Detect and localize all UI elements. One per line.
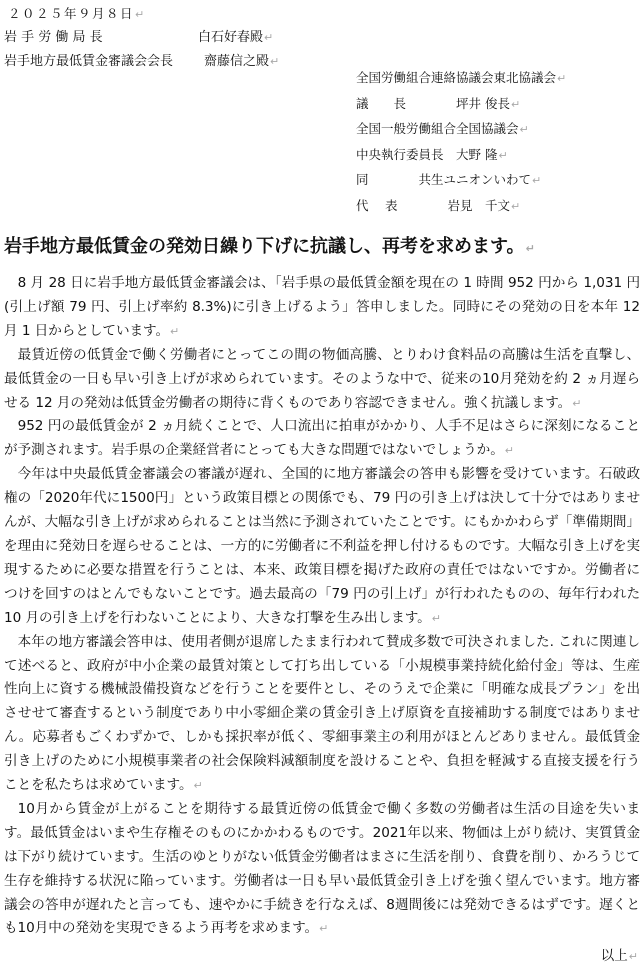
body-paragraph: 最賃近傍の低賃金で働く労働者にとってこの間の物価高騰、とりわけ食料品の高騰は生活を直撃し、最低賃金の一日も早い引き上げが求められています。そのような中で、従来の10月発効を約 2 ヵ月遅らせる 12 月の発効は低賃金労働者の期待に背くものであり容認できません。強く抗議します。↵ xyxy=(4,346,640,411)
return-mark-icon: ↵ xyxy=(170,324,180,338)
sender-line: 代 表 岩見 千文↵ xyxy=(356,198,521,213)
return-mark-icon: ↵ xyxy=(264,31,274,44)
return-mark-icon: ↵ xyxy=(628,950,638,963)
return-mark-icon: ↵ xyxy=(431,611,441,625)
recipient-name: 白石好春殿↵ xyxy=(198,30,274,45)
return-mark-icon: ↵ xyxy=(519,123,529,136)
return-mark-icon: ↵ xyxy=(504,444,514,458)
return-mark-icon: ↵ xyxy=(510,200,521,213)
body-paragraph: 8 月 28 日に岩手地方最低賃金審議会は、「岩手県の最低賃金額を現在の 1 時間 952 円から 1,031 円(引上げ額 79 円、引上げ率約 8.3%)に引き上げるよう」答申しました。同時にその発効の日を本年 12 月 1 日からとしています。↵ xyxy=(4,275,640,339)
sender-line: 全国労働組合連絡協議会東北協議会↵ xyxy=(356,70,567,85)
return-mark-icon: ↵ xyxy=(510,98,521,111)
sender-line: 議 長 坪井 俊長↵ xyxy=(356,96,521,111)
sender-line: 同 共生ユニオンいわて↵ xyxy=(356,172,542,187)
return-mark-icon: ↵ xyxy=(135,8,146,21)
return-mark-icon: ↵ xyxy=(270,55,280,68)
return-mark-icon: ↵ xyxy=(532,174,542,187)
return-mark-icon: ↵ xyxy=(319,922,329,936)
body-paragraph: 952 円の最低賃金が 2 ヵ月続くことで、人口流出に拍車がかかり、人手不足はさらに深刻になることが予測されます。岩手県の企業経営者にとっても大きな問題ではないでしょうか。↵ xyxy=(4,418,640,459)
body-paragraph: 今年は中央最低賃金審議会の審議が遅れ、全国的に地方審議会の答申も影響を受けています。石破政権の「2020年代に1500円」という政策目標との関係でも、79 円の引き上げは決して十分ではありませんが、大幅な引き上げが求められることは当然に予測されていたことです。にもかかわらず「準備期間」を理由に発効日を遅らせることは、一方的に労働者に不利益を押し付けるものです。大幅な引き上げを実現するために必要な措置を行うことは、本来、政策目標を掲げた政府の責任ではないですか。労働者につけを回すのはとんでもないことです。過去最高の「79 円の引上げ」が行われたものの、毎年行われた 10 月の引き上げを行わないことにより、大きな打撃を生み出します。↵ xyxy=(4,466,640,626)
body-paragraph: 本年の地方審議会答申は、使用者側が退席したまま行われて賛成多数で可決されました. これに関連して述べると、政府が中小企業の最賃対策として打ち出している「小規模事業持続化給付金」等は、生産性向上に資する機械設備投資などを行うことを要件とし、そのうえで企業に「明確な成長プラン」を出させせて審査するという制度であり中小零細企業の賃金引き上げ原資を直接補助する制度ではありません。応募者もごくわずかで、しかも採択率が低く、零細事業主の利用がほとんどありません。最低賃金引き上げのために小規模事業者の社会保険料減額制度を設けることや、負担を軽減する直接支援を行うことを私たちは求めています。↵ xyxy=(4,633,640,794)
recipient-title: 岩手地方最低賃金審議会会長 xyxy=(4,54,174,69)
sender-line: 中央執行委員長 大野 隆↵ xyxy=(356,147,508,162)
return-mark-icon: ↵ xyxy=(572,396,582,410)
return-mark-icon: ↵ xyxy=(557,72,567,85)
sender-line: 全国一般労働組合全国協議会↵ xyxy=(356,121,529,136)
document-title: 岩手地方最低賃金の発効日繰り下げに抗議し、再考を求めます。↵ xyxy=(4,236,535,257)
return-mark-icon: ↵ xyxy=(525,242,535,255)
recipient-title: 岩 手 労 働 局 長 xyxy=(4,30,103,45)
document-date: ２０２５年９月８日↵ xyxy=(8,6,146,21)
document-body xyxy=(4,272,640,941)
return-mark-icon: ↵ xyxy=(498,149,508,162)
body-paragraph: 10月から賃金が上がることを期待する最賃近傍の低賃金で働く多数の労働者は生活の目途を失います。最低賃金はいまや生存権そのものにかかわるものです。2021年以来、物価は上がり続け、実質賃金は下がり続けています。生活のゆとりがない低賃金労働者はまさに生活を削り、食費を削り、かろうじて生存を維持する状況に陥っています。労働者は一日も早い最低賃金引き上げを強く望んでいます。地方審議会の答申が遅れたと言っても、速やかに手続きを行なえば、8週間後には発効できるはずです。遅くとも10月中の発効を実現できるよう再考を求めます。↵ xyxy=(4,800,640,937)
closing-remark: 以上↵ xyxy=(600,948,638,964)
recipient-name: 齋藤信之殿↵ xyxy=(204,54,280,69)
return-mark-icon: ↵ xyxy=(193,779,203,793)
recipient-1 xyxy=(0,30,644,48)
